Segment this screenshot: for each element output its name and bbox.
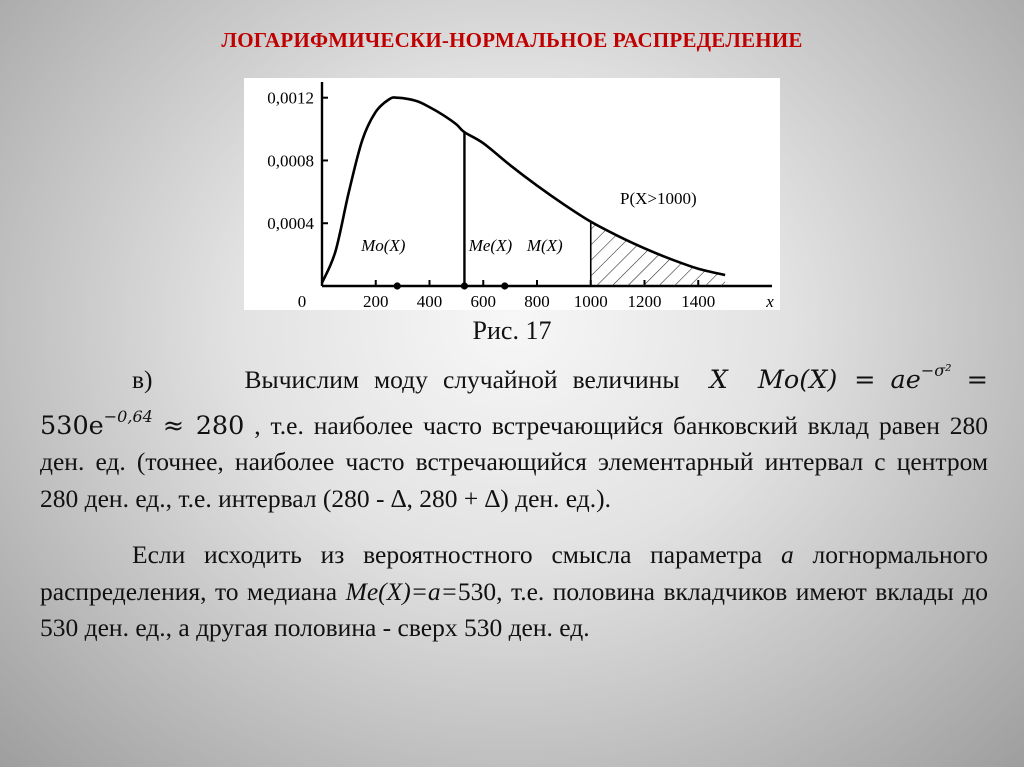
sigma-exponent: −σ² [920,361,952,380]
x-tick-label: 200 [363,292,389,310]
param-a: a [780,540,794,569]
x-tick-label: 800 [524,292,550,310]
point-mean [501,282,508,289]
var-x: X [709,365,728,395]
chart-svg [244,78,780,310]
exp-064: −0,64 [103,406,153,426]
median-expr: Me(X)=a= [345,576,458,606]
shaded-region-label: P(X>1000) [620,189,697,208]
x-tick-label: 0 [297,292,307,310]
point-label-median: Me(X) [468,236,513,255]
x-axis-label: x [766,292,774,310]
figure-caption: Рис. 17 [472,316,552,345]
mode-lead-text: Вычислим моду случайной величины [244,365,680,394]
median-value: 530 [457,576,497,606]
lognormal-chart [244,78,780,310]
mode-expr: Mo(X) = [757,365,876,395]
median-rest-text: , т.е. половина вкладчиков имеют вклады до 530 ден. ед., а другая половина - сверх 530 ден. ед. [40,576,989,642]
ae-term: ae [890,365,921,395]
point-label-mean: M(X) [526,236,563,255]
point-label-mode: Mo(X) [361,236,406,255]
x-tick-label: 1400 [681,292,716,310]
x-tick-label: 1000 [573,292,608,310]
eq-530e: = 530e [40,365,988,441]
x-tick-label: 400 [416,292,443,310]
y-tick-label: 0,0004 [267,214,314,234]
median-mid-text: логнормального распределения, то медиана [40,540,989,606]
paragraph-mode [40,353,988,517]
item-marker: в) [132,365,153,394]
mode-rest-text: , т.е. наиболее часто встречающийся банковский вклад равен 280 ден. ед. (точнее, наиболее часто встречающийся элементарный интервал с центром 280 ден. ед., т.е. интервал (280 - ∆, 280 + ∆) ден. ед.). [40,410,989,513]
y-tick-label: 0,0008 [267,151,314,171]
point-median [461,282,468,289]
point-mode [394,282,401,289]
y-tick-label: 0,0012 [267,88,314,108]
slide-title: ЛОГАРИФМИЧЕСКИ-НОРМАЛЬНОЕ РАСПРЕДЕЛЕНИЕ [221,28,803,52]
approx-280: ≈ 280 [162,410,245,441]
x-tick-label: 600 [470,292,496,310]
paragraph-median [40,537,988,647]
median-lead-text: Если исходить из вероятностного смысла параметра [132,540,763,569]
x-tick-label: 1200 [627,292,662,310]
